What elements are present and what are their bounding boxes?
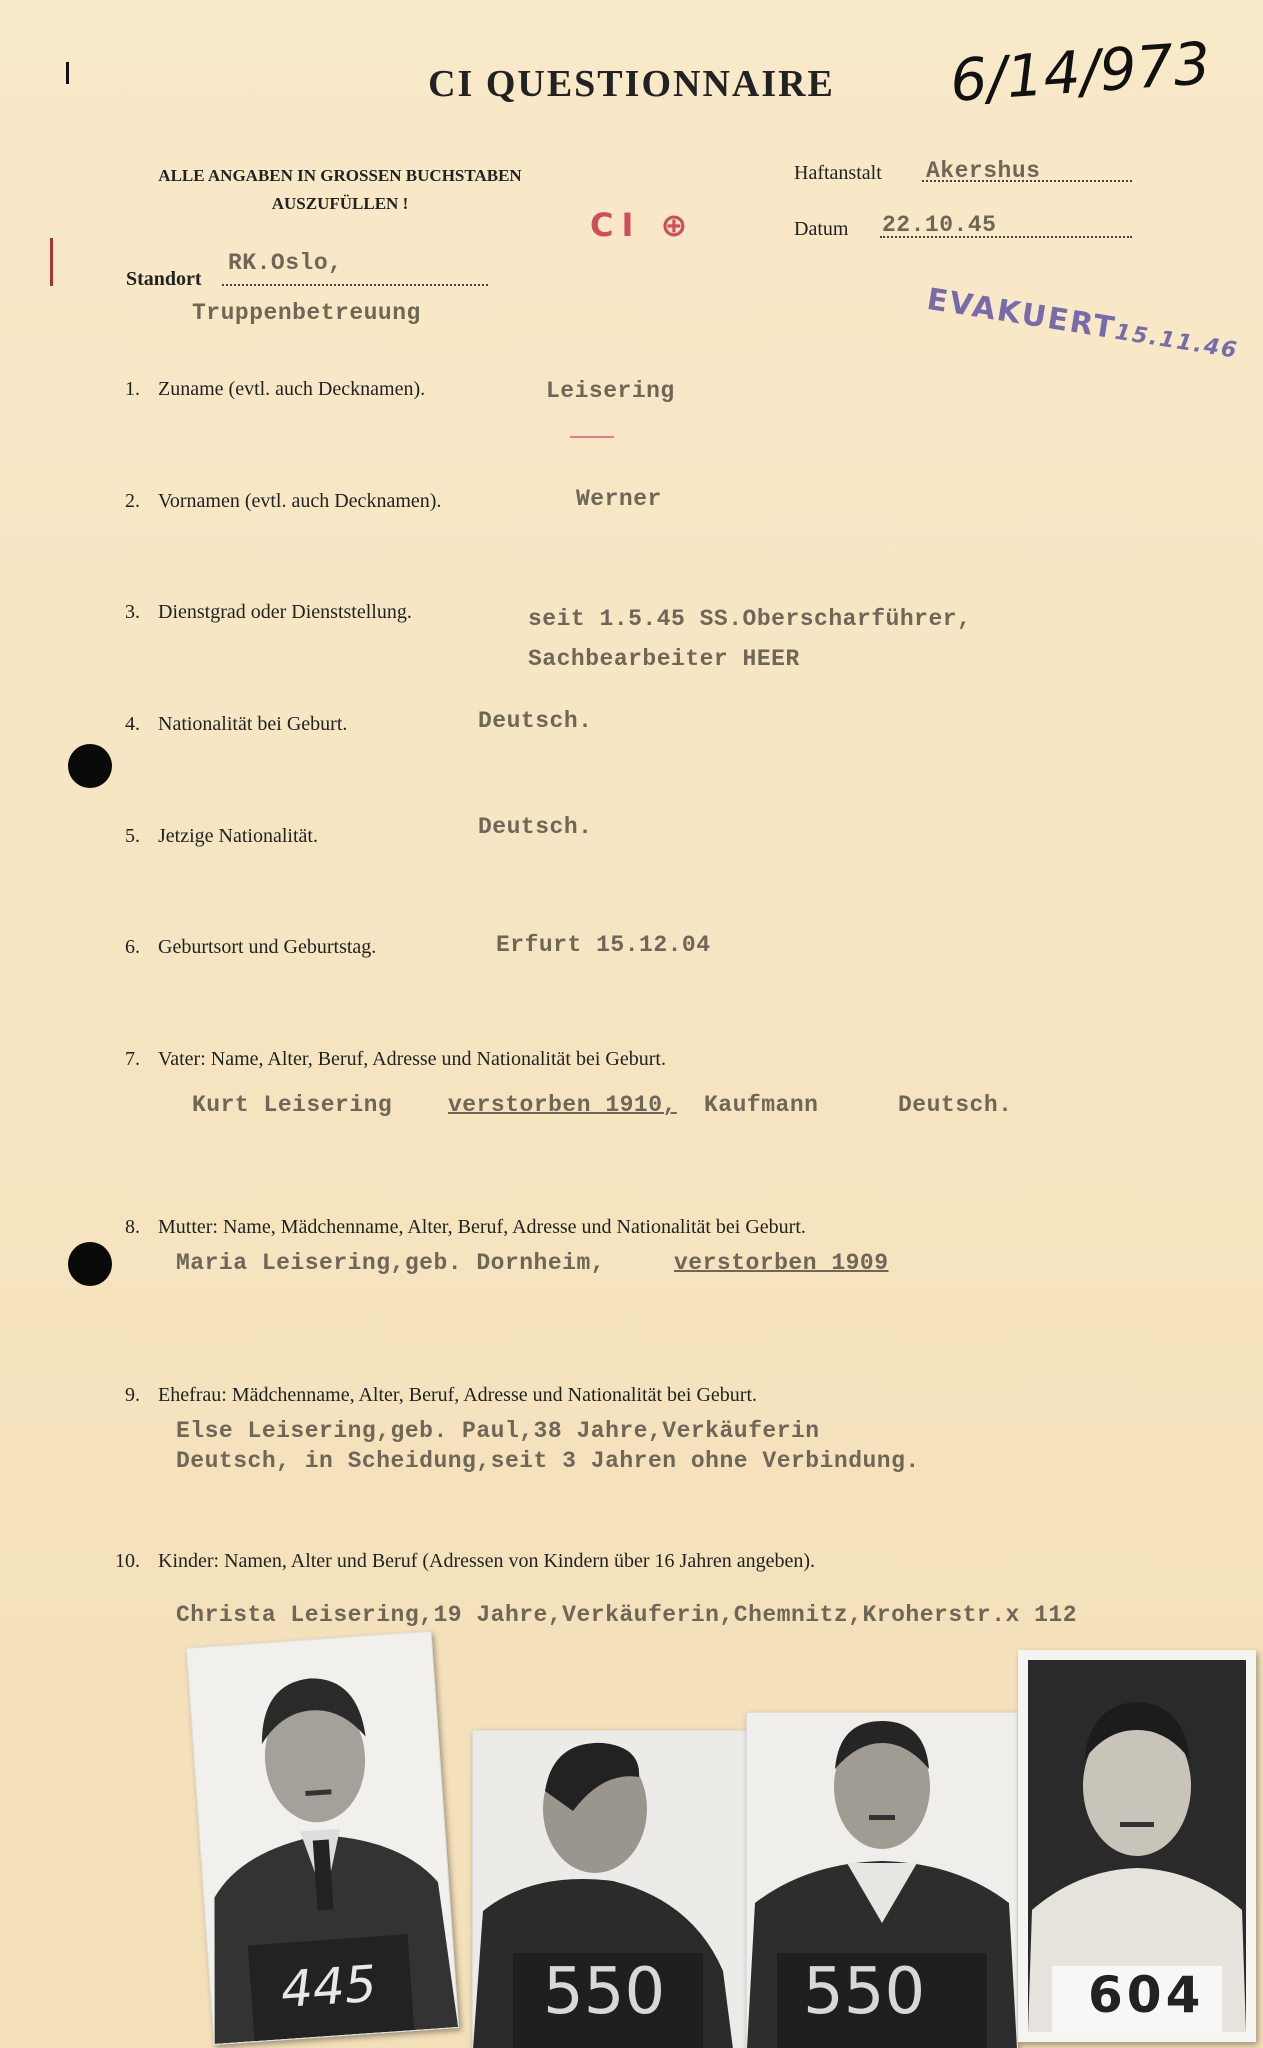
question-2: 2. Vornamen (evtl. auch Decknamen). xyxy=(125,490,442,512)
ci-stamp: CI ⊕ xyxy=(590,206,696,244)
question-1: 1. Zuname (evtl. auch Decknamen). xyxy=(125,378,426,400)
number-board-3: 550 xyxy=(803,1955,926,2029)
question-8-label: Mutter: Name, Mädchenname, Alter, Beruf, Adresse und Nationalität bei Geburt. xyxy=(158,1216,806,1238)
instruction-line-2: AUSZUFÜLLEN ! xyxy=(271,194,409,213)
instruction-text xyxy=(120,162,560,218)
answer-ehefrau: Else Leisering,geb. Paul,38 Jahre,Verkäuferin xyxy=(176,1418,820,1444)
datum-field xyxy=(880,212,1132,238)
number-board-2: 550 xyxy=(543,1955,666,2029)
evakuert-stamp-date: 15.11.46 xyxy=(1113,319,1241,364)
question-5: 5. Jetzige Nationalität. xyxy=(125,825,318,847)
form-title: CI QUESTIONNAIRE xyxy=(428,63,835,105)
answer-vater-name: Kurt Leisering xyxy=(192,1092,393,1118)
punch-hole xyxy=(68,744,112,788)
question-3-label: Dienstgrad oder Dienststellung. xyxy=(158,601,412,623)
punch-hole xyxy=(68,1242,112,1286)
question-2-label: Vornamen (evtl. auch Decknamen). xyxy=(158,490,442,512)
number-board-1: 445 xyxy=(279,1954,379,2020)
question-9: 9. Ehefrau: Mädchenname, Alter, Beruf, Adresse und Nationalität bei Geburt. xyxy=(125,1384,758,1406)
question-4: 4. Nationalität bei Geburt. xyxy=(125,713,348,735)
haftanstalt-field xyxy=(922,158,1132,182)
answer-vater-beruf: Kaufmann xyxy=(704,1092,819,1118)
haftanstalt-label: Haftanstalt xyxy=(794,162,882,184)
standort-field xyxy=(222,250,488,286)
question-8: 8. Mutter: Name, Mädchenname, Alter, Beruf, Adresse und Nationalität bei Geburt. xyxy=(125,1216,806,1238)
handwritten-reference: 6/14/973 xyxy=(947,28,1213,116)
answer-ehefrau-line2: Deutsch, in Scheidung,seit 3 Jahren ohne Verbindung. xyxy=(176,1448,920,1474)
answer-dienstgrad-line2: Sachbearbeiter HEER xyxy=(528,646,800,672)
answer-zuname: Leisering xyxy=(546,378,675,404)
mugshot-photo-2 xyxy=(472,1730,748,2048)
question-10: 10. Kinder: Namen, Alter und Beruf (Adressen von Kindern über 16 Jahren angeben). xyxy=(115,1550,816,1572)
mugshot-photo-1 xyxy=(186,1631,459,2045)
answer-kinder: Christa Leisering,19 Jahre,Verkäuferin,Chemnitz,Kroherstr.x 112 xyxy=(176,1602,1078,1628)
question-9-label: Ehefrau: Mädchenname, Alter, Beruf, Adresse und Nationalität bei Geburt. xyxy=(158,1384,758,1406)
evakuert-stamp xyxy=(925,282,1242,366)
answer-vater-verstorben: verstorben 1910, xyxy=(448,1092,677,1118)
answer-geburtsort: Erfurt 15.12.04 xyxy=(496,932,711,958)
question-1-label: Zuname (evtl. auch Decknamen). xyxy=(158,378,426,400)
answer-vornamen: Werner xyxy=(576,486,662,512)
standort-label: Standort xyxy=(126,268,202,290)
question-6-label: Geburtsort und Geburtstag. xyxy=(158,936,377,958)
answer-jetzige-nationalitaet: Deutsch. xyxy=(478,814,593,840)
question-3: 3. Dienstgrad oder Dienststellung. xyxy=(125,601,412,623)
datum-value: 22.10.45 xyxy=(882,212,997,238)
mugshot-photo-3 xyxy=(746,1712,1018,2048)
question-10-label: Kinder: Namen, Alter und Beruf (Adressen von Kindern über 16 Jahren angeben). xyxy=(158,1550,816,1572)
question-6: 6. Geburtsort und Geburtstag. xyxy=(125,936,377,958)
binder-mark xyxy=(50,238,53,286)
question-5-label: Jetzige Nationalität. xyxy=(158,825,318,847)
pink-mark xyxy=(570,436,614,438)
answer-vater-nationalitaet: Deutsch. xyxy=(898,1092,1013,1118)
number-board-4: 604 xyxy=(1088,1966,1205,2024)
mugshot-photo-4 xyxy=(1018,1650,1256,2042)
evakuert-stamp-text: EVAKUERT xyxy=(924,282,1119,347)
standort-value: RK.Oslo, xyxy=(228,250,343,276)
standort-value-line2: Truppenbetreuung xyxy=(192,300,421,326)
datum-label: Datum xyxy=(794,218,849,240)
haftanstalt-value: Akershus xyxy=(926,158,1041,184)
question-4-label: Nationalität bei Geburt. xyxy=(158,713,348,735)
question-7: 7. Vater: Name, Alter, Beruf, Adresse und Nationalität bei Geburt. xyxy=(125,1048,666,1070)
answer-nationalitaet-geburt: Deutsch. xyxy=(478,708,593,734)
answer-mutter-verstorben: verstorben 1909 xyxy=(674,1250,889,1276)
answer-mutter-name: Maria Leisering,geb. Dornheim, xyxy=(176,1250,606,1276)
question-7-label: Vater: Name, Alter, Beruf, Adresse und Nationalität bei Geburt. xyxy=(158,1048,666,1070)
instruction-line-1: ALLE ANGABEN IN GROSSEN BUCHSTABEN xyxy=(158,166,522,185)
binder-mark xyxy=(66,62,69,84)
answer-dienstgrad: seit 1.5.45 SS.Oberscharführer, xyxy=(528,606,972,632)
